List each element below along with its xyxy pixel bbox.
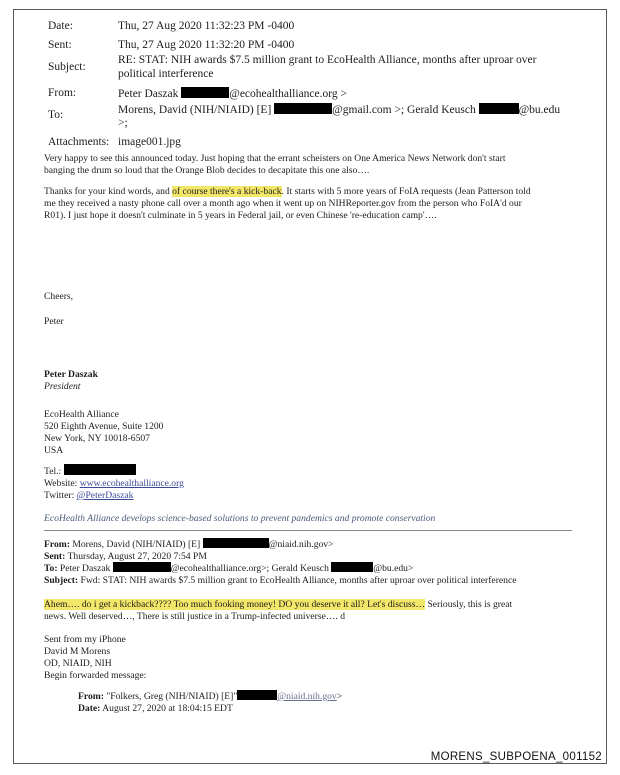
- redaction-block: [479, 103, 519, 114]
- signature-org: EcoHealth Alliance: [44, 409, 119, 420]
- from-label: From:: [48, 87, 77, 99]
- to-domain-2: @bu.edu: [518, 104, 561, 116]
- redaction-block: [113, 562, 171, 572]
- date-label: Date:: [48, 20, 73, 32]
- fwd-from-label: From:: [44, 539, 70, 550]
- begin-forwarded: Begin forwarded message:: [44, 670, 147, 681]
- signature-address-2: New York, NY 10018-6507: [44, 433, 150, 444]
- fwd-signature-office: OD, NIAID, NIH: [44, 658, 112, 669]
- signature-twitter: [44, 489, 133, 502]
- fwd-to-label: To:: [44, 563, 58, 574]
- redaction-block: [274, 103, 332, 114]
- bates-number: MORENS_SUBPOENA_001152: [430, 751, 602, 763]
- website-link[interactable]: www.ecohealthalliance.org: [79, 478, 184, 489]
- sent-value: Thu, 27 Aug 2020 11:32:20 PM -0400: [118, 39, 295, 51]
- signature-country: USA: [44, 445, 64, 456]
- redaction-block: [237, 690, 277, 700]
- signature-title: President: [44, 381, 81, 392]
- highlighted-kickback-text: of course there's a kick-back: [172, 186, 282, 197]
- sent-from-device: Sent from my iPhone: [44, 634, 126, 645]
- reply-name: Peter: [44, 316, 64, 327]
- twitter-link[interactable]: @PeterDaszak: [76, 490, 134, 501]
- inner-from-domain[interactable]: @niaid.nih.gov: [277, 691, 337, 702]
- fwd-sent-label: Sent:: [44, 551, 66, 562]
- date-value: Thu, 27 Aug 2020 11:32:23 PM -0400: [118, 20, 295, 32]
- reply-para-2-post: . It starts with 5 more years of FoIA requests (Jean Patterson told: [281, 186, 531, 197]
- subject-line-2: political interference: [118, 68, 214, 80]
- to-name-1: Morens, David (NIH/NIAID) [E]: [118, 104, 272, 116]
- fwd-subject: [44, 574, 516, 587]
- fwd-message-post: Seriously, this is great: [425, 599, 513, 610]
- fwd-subject-value: Fwd: STAT: NIH awards $7.5 million grant to EcoHealth Alliance, months after uproar over political interference: [80, 575, 517, 586]
- inner-from-label: From:: [78, 691, 104, 702]
- website-label: Website:: [44, 478, 78, 489]
- reply-closing: Cheers,: [44, 291, 74, 302]
- from-name: Peter Daszak: [118, 88, 179, 100]
- fwd-to-domain: @bu.edu>: [373, 563, 414, 574]
- separator-line: [44, 530, 572, 531]
- redaction-block: [64, 464, 136, 475]
- reply-line-2: banging the drum so loud that the Orange Blob decides to decapitate this one also….: [44, 165, 370, 176]
- attachments-label: Attachments:: [48, 136, 110, 148]
- to-domain-1: @gmail.com >; Gerald Keusch: [332, 104, 476, 116]
- fwd-subject-label: Subject:: [44, 575, 79, 586]
- reply-line-1: Very happy to see this announced today. Just hoping that the errant scheisters on One America News Network don't start: [44, 153, 506, 164]
- twitter-label: Twitter:: [44, 490, 75, 501]
- fwd-from-domain: @niaid.nih.gov>: [268, 539, 334, 550]
- inner-date-value: August 27, 2020 at 18:04:15 EDT: [102, 703, 233, 714]
- inner-from-value: "Folkers, Greg (NIH/NIAID) [E]": [106, 691, 238, 702]
- inner-date: [78, 702, 233, 715]
- redaction-block: [331, 562, 373, 572]
- highlighted-kickback-message: Ahem…. do i get a kickback???? Too much fooking money! DO you deserve it all? Let's discuss…: [44, 599, 426, 610]
- from-domain: @ecohealthalliance.org >: [229, 88, 347, 100]
- fwd-message-line-2: news. Well deserved…, There is still justice in a Trump-infected universe…. d: [44, 611, 346, 622]
- reply-para-2-line-3: R01). I just hope it doesn't culminate in 5 years in Federal jail, or even Chinese 're-education camp'….: [44, 210, 437, 221]
- attachment-file[interactable]: image001.jpg: [118, 136, 181, 148]
- inner-from-end: >: [336, 691, 343, 702]
- fwd-signature-name: David M Morens: [44, 646, 111, 657]
- reply-para-2-line-2: me they received a nasty phone call over a month ago when it went up on NIHReporter.gov from the person who FoIA'd our: [44, 198, 522, 209]
- to-value: [118, 103, 560, 116]
- to-label: To:: [48, 109, 64, 121]
- fwd-from-value: Morens, David (NIH/NIAID) [E]: [72, 539, 201, 550]
- signature-address-1: 520 Eighth Avenue, Suite 1200: [44, 421, 164, 432]
- signature-tel: [44, 464, 136, 478]
- reply-para-2-pre: Thanks for your kind words, and: [44, 186, 173, 197]
- redaction-block: [181, 87, 229, 98]
- fwd-to-mid: @ecohealthalliance.org>; Gerald Keusch: [170, 563, 329, 574]
- redaction-block: [203, 538, 269, 548]
- signature-name: Peter Daszak: [44, 369, 98, 380]
- fwd-to-name: Peter Daszak: [59, 563, 111, 574]
- subject-label: Subject:: [48, 61, 86, 73]
- subject-line-1: RE: STAT: NIH awards $7.5 million grant to EcoHealth Alliance, months after uproar over: [118, 54, 537, 66]
- inner-date-label: Date:: [78, 703, 101, 714]
- signature-tagline: EcoHealth Alliance develops science-based solutions to prevent pandemics and promote conservation: [44, 513, 436, 524]
- sent-label: Sent:: [48, 39, 72, 51]
- to-end: >;: [118, 117, 128, 129]
- from-value: [118, 87, 347, 100]
- fwd-sent-value: Thursday, August 27, 2020 7:54 PM: [67, 551, 207, 562]
- tel-label: Tel.:: [44, 466, 62, 477]
